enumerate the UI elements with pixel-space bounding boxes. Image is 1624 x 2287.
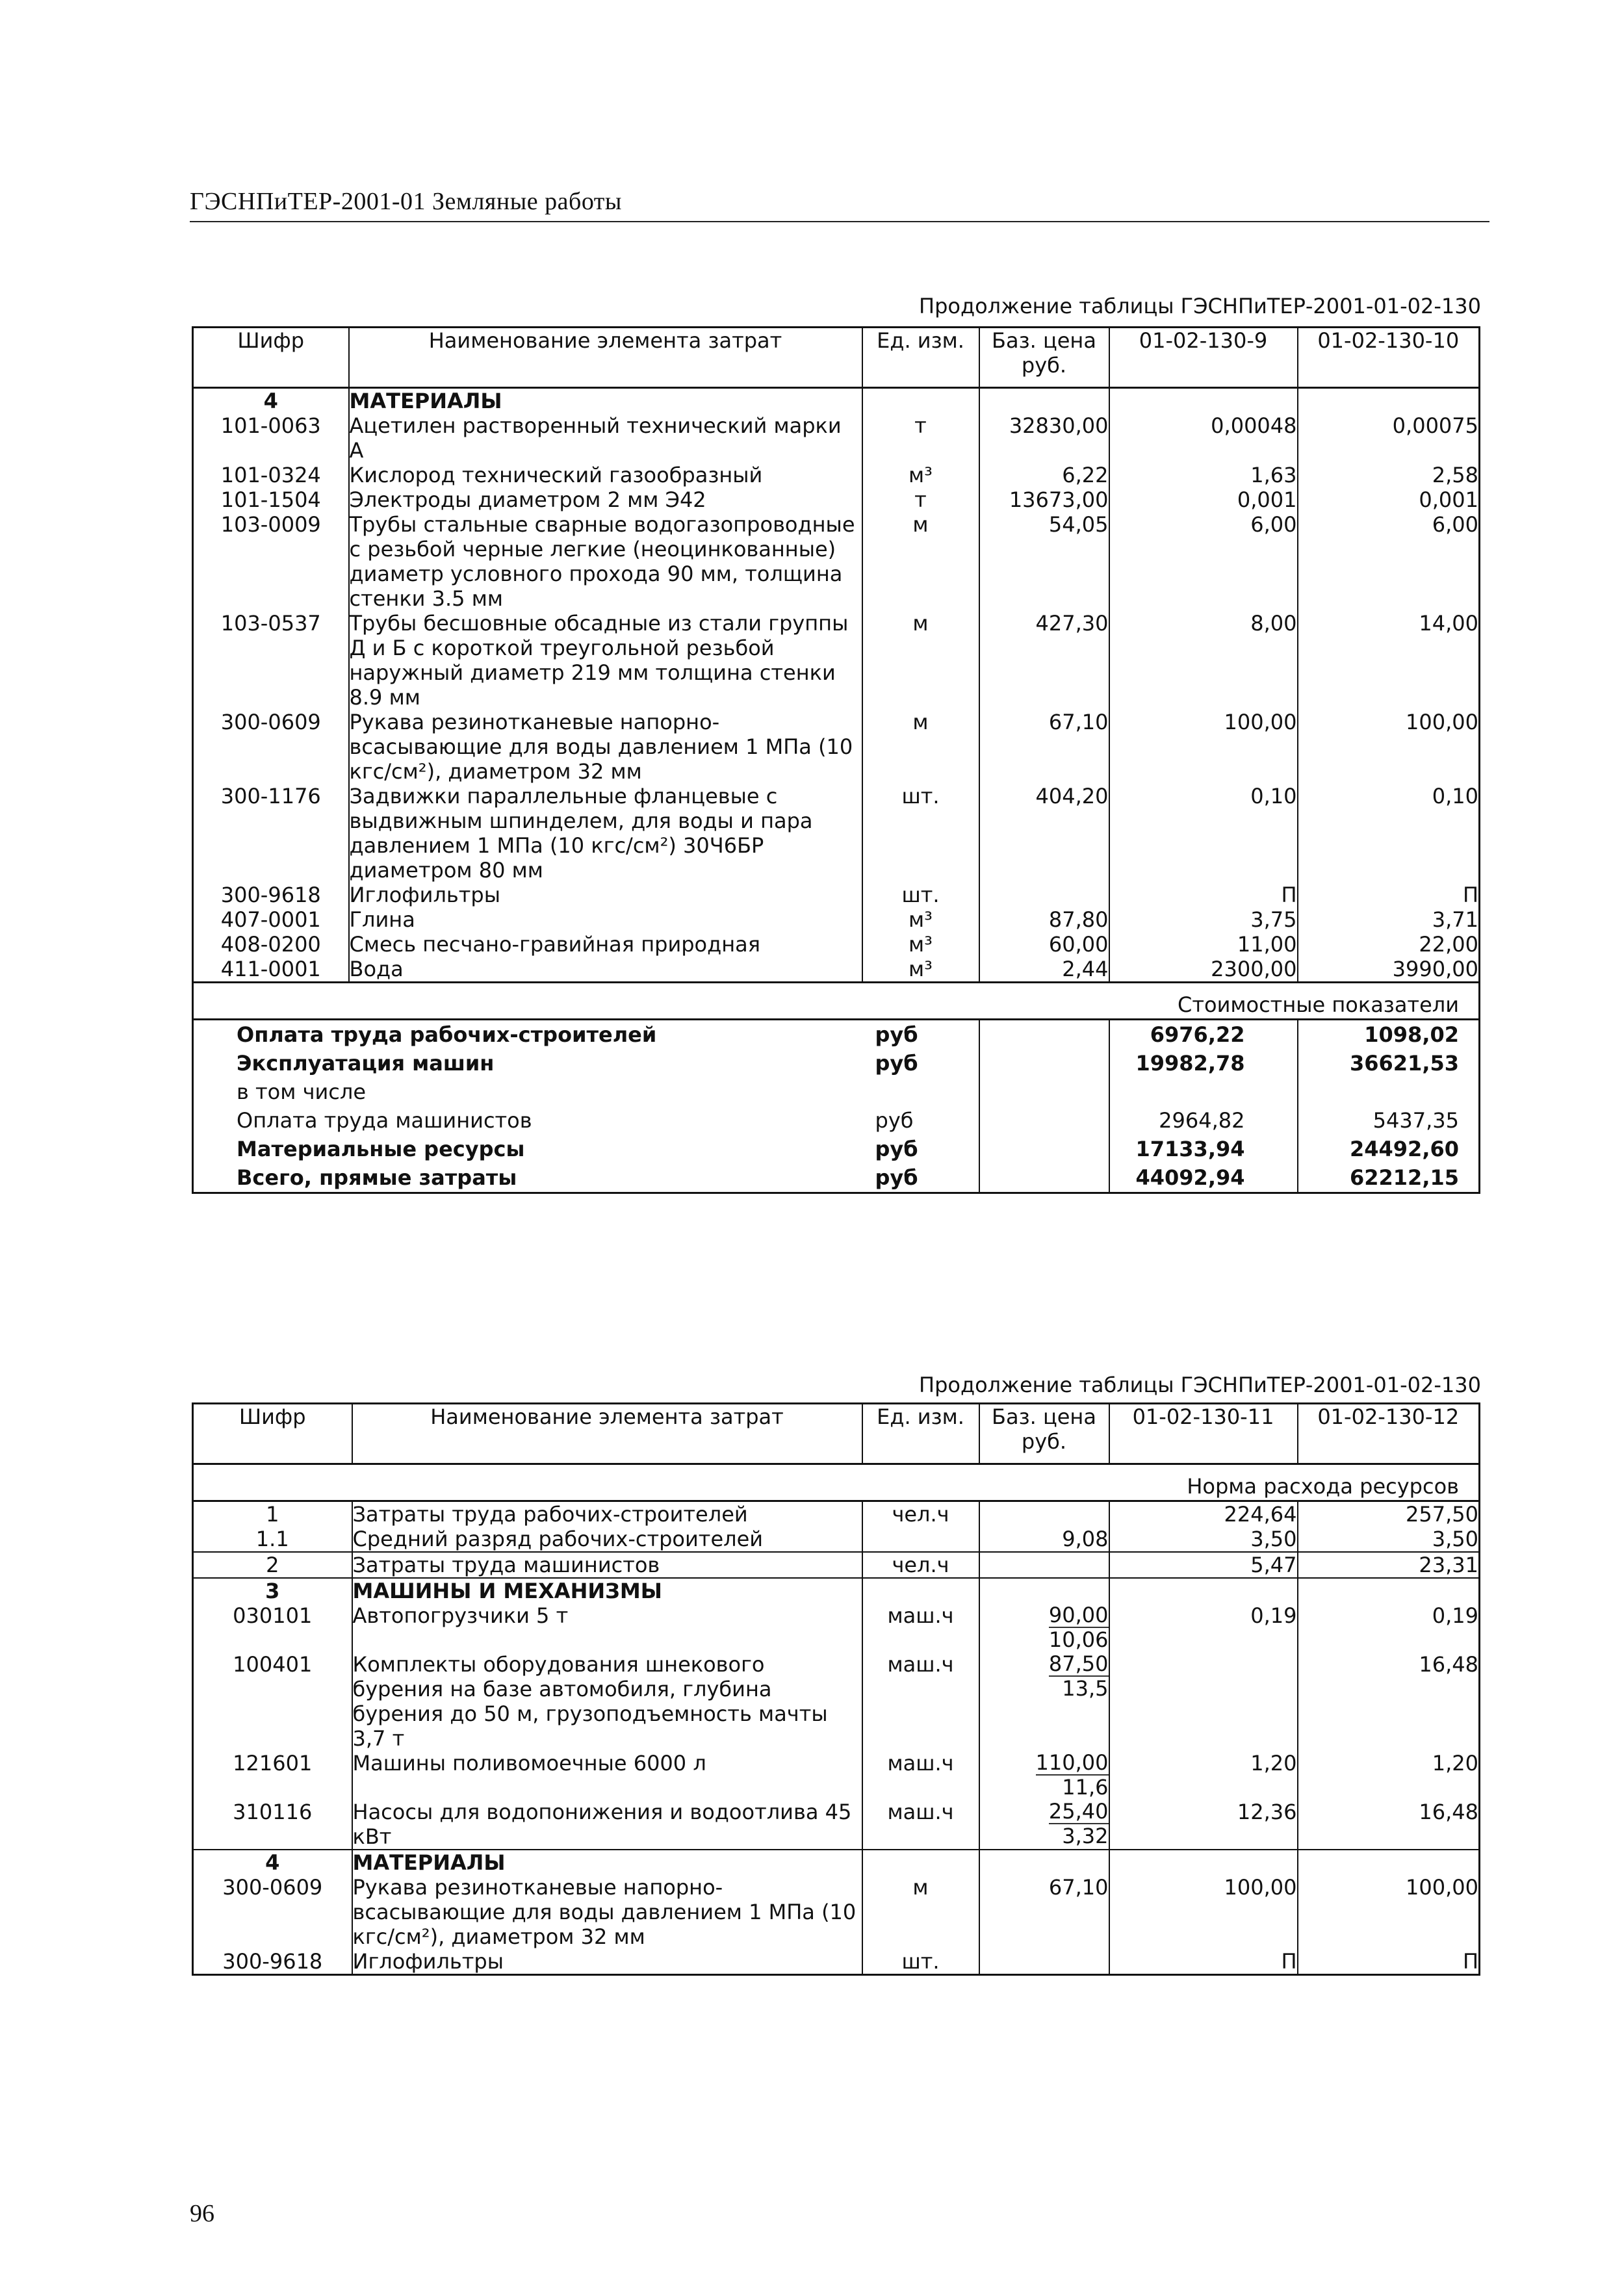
section-blank — [1298, 1850, 1480, 1875]
resource-base-price: 6,22 — [979, 463, 1109, 487]
resource-value-col2: 0,001 — [1298, 487, 1480, 512]
cost-indicator-col2 — [1298, 1078, 1480, 1106]
resource-code: 300-0609 — [193, 710, 349, 784]
resource-name: Затраты труда машинистов — [352, 1552, 862, 1578]
cost-indicator-label: Эксплуатация машин — [193, 1049, 862, 1078]
cost-indicator-col1: 19982,78 — [1109, 1049, 1298, 1078]
section-title: МАТЕРИАЛЫ — [352, 1850, 862, 1875]
resource-code: 1 — [193, 1501, 352, 1527]
material-row — [193, 957, 1480, 983]
cost-indicator-unit: руб — [875, 1051, 918, 1076]
resource-unit: м³ — [862, 907, 979, 932]
operator-wage: 10,06 — [1048, 1627, 1109, 1652]
resource-unit: м — [862, 710, 979, 784]
machine-value-col1: 1,20 — [1109, 1751, 1298, 1800]
resource-value-col1: 11,00 — [1109, 932, 1298, 957]
cost-indicator-blank — [979, 1020, 1109, 1050]
cost-indicator-col1 — [1109, 1078, 1298, 1106]
cost-indicator-col1: 17133,94 — [1109, 1135, 1298, 1163]
resource-value-col2: П — [1298, 883, 1480, 907]
resource-unit: шт. — [862, 784, 979, 883]
resource-value-col1: 3,50 — [1109, 1527, 1298, 1552]
resource-unit: т — [862, 413, 979, 463]
table2-resource-table — [192, 1402, 1480, 1976]
cost-indicator-col2: 5437,35 — [1298, 1106, 1480, 1135]
resource-code: 103-0009 — [193, 512, 349, 611]
page-number: 96 — [190, 2200, 214, 2227]
resource-base-price — [979, 1552, 1109, 1578]
material-row — [193, 883, 1480, 907]
resource-name: Вода — [349, 957, 862, 983]
norm-title-row — [193, 1464, 1480, 1501]
resource-base-price: 60,00 — [979, 932, 1109, 957]
resource-value-col1: 3,75 — [1109, 907, 1298, 932]
price-fraction — [1049, 1800, 1109, 1848]
resource-code: 408-0200 — [193, 932, 349, 957]
price-fraction — [1049, 1603, 1109, 1651]
machine-price: 87,50 — [1048, 1651, 1109, 1676]
resource-code: 103-0537 — [193, 611, 349, 710]
resource-unit: м³ — [862, 957, 979, 983]
cost-indicator-unit: руб — [875, 1022, 918, 1047]
section-blank — [979, 1850, 1109, 1875]
table1-resource-table — [192, 326, 1480, 1194]
header-col2: 01-02-130-10 — [1298, 328, 1480, 388]
resource-name: Затраты труда рабочих-строителей — [352, 1501, 862, 1527]
resource-name: Средний разряд рабочих-строителей — [352, 1527, 862, 1552]
resource-code: 101-0324 — [193, 463, 349, 487]
resource-value-col1: 100,00 — [1109, 1875, 1298, 1949]
resource-unit: чел.ч — [862, 1552, 979, 1578]
resource-value-col1: 8,00 — [1109, 611, 1298, 710]
resource-value-col2: 257,50 — [1298, 1501, 1480, 1527]
section-row — [193, 388, 1480, 414]
resource-base-price: 427,30 — [979, 611, 1109, 710]
machine-price-fraction — [979, 1751, 1109, 1800]
section-blank — [1109, 1578, 1298, 1603]
machine-value-col2: 1,20 — [1298, 1751, 1480, 1800]
norm-title: Норма расхода ресурсов — [193, 1464, 1480, 1501]
header-code: Шифр — [193, 328, 349, 388]
resource-code: 101-0063 — [193, 413, 349, 463]
section-title: МАТЕРИАЛЫ — [349, 388, 862, 414]
resource-unit: м — [862, 512, 979, 611]
resource-unit: м — [862, 1875, 979, 1949]
resource-code: 407-0001 — [193, 907, 349, 932]
resource-base-price: 32830,00 — [979, 413, 1109, 463]
cost-indicator-unit — [862, 1078, 979, 1106]
cost-indicator-blank — [979, 1078, 1109, 1106]
resource-code: 300-0609 — [193, 1875, 352, 1949]
machine-code: 030101 — [193, 1603, 352, 1652]
material-row — [193, 932, 1480, 957]
resource-unit: т — [862, 487, 979, 512]
resource-value-col2: 0,00075 — [1298, 413, 1480, 463]
section-title: МАШИНЫ И МЕХАНИЗМЫ — [352, 1578, 862, 1603]
material-row — [193, 611, 1480, 710]
cost-indicator-blank — [979, 1106, 1109, 1135]
machines-section-row — [193, 1578, 1480, 1603]
resource-base-price — [979, 1501, 1109, 1527]
table2-continuation-caption: Продолжение таблицы ГЭСНПиТЕР-2001-01-02-130 — [919, 1373, 1481, 1397]
machine-value-col2: 0,19 — [1298, 1603, 1480, 1652]
cost-indicator-row — [193, 1078, 1480, 1106]
material-row — [193, 1875, 1480, 1949]
resource-value-col1: 5,47 — [1109, 1552, 1298, 1578]
table1-continuation-caption: Продолжение таблицы ГЭСНПиТЕР-2001-01-02-130 — [919, 294, 1481, 318]
resource-value-col1: 2300,00 — [1109, 957, 1298, 983]
resource-name: Трубы стальные сварные водогазопроводные с резьбой черные легкие (неоцинкованные) диаметр условного прохода 90 мм, толщина стенки 3.5 мм — [349, 512, 862, 611]
resource-code: 1.1 — [193, 1527, 352, 1552]
resource-value-col2: 3990,00 — [1298, 957, 1480, 983]
resource-name: Кислород технический газообразный — [349, 463, 862, 487]
resource-base-price: 13673,00 — [979, 487, 1109, 512]
resource-value-col1: 1,63 — [1109, 463, 1298, 487]
resource-value-col1: 100,00 — [1109, 710, 1298, 784]
resource-base-price: 2,44 — [979, 957, 1109, 983]
material-row — [193, 463, 1480, 487]
machine-row — [193, 1652, 1480, 1751]
cost-indicator-label: Всего, прямые затраты — [193, 1163, 862, 1193]
resource-value-col2: 100,00 — [1298, 710, 1480, 784]
operator-wage: 13,5 — [1062, 1676, 1109, 1701]
machine-unit: маш.ч — [862, 1800, 979, 1850]
resource-unit — [862, 1527, 979, 1552]
operator-wage: 11,6 — [1062, 1775, 1109, 1800]
cost-indicator-row — [193, 1106, 1480, 1135]
cost-indicator-blank — [979, 1049, 1109, 1078]
section-code: 4 — [193, 388, 349, 414]
machine-unit: маш.ч — [862, 1603, 979, 1652]
machine-value-col1: 0,19 — [1109, 1603, 1298, 1652]
resource-value-col2: 22,00 — [1298, 932, 1480, 957]
cost-indicator-label: Оплата труда рабочих-строителей — [193, 1020, 862, 1050]
machine-code: 100401 — [193, 1652, 352, 1751]
material-row — [193, 710, 1480, 784]
cost-indicator-col2: 1098,02 — [1298, 1020, 1480, 1050]
resource-base-price: 404,20 — [979, 784, 1109, 883]
header-code: Шифр — [193, 1404, 352, 1464]
header-unit: Ед. изм. — [862, 328, 979, 388]
table2-header-row — [193, 1404, 1480, 1464]
resource-unit: шт. — [862, 1949, 979, 1975]
cost-indicator-unit: руб — [862, 1163, 979, 1193]
resource-code: 300-9618 — [193, 1949, 352, 1975]
resource-value-col2: 14,00 — [1298, 611, 1480, 710]
machine-unit: маш.ч — [862, 1751, 979, 1800]
resource-base-price: 67,10 — [979, 710, 1109, 784]
resource-value-col2: 3,71 — [1298, 907, 1480, 932]
material-row — [193, 784, 1480, 883]
resource-name: Рукава резинотканевые напорно-всасывающие для воды давлением 1 МПа (10 кгс/см²), диаметром 32 мм — [352, 1875, 862, 1949]
cost-indicator-label: Материальные ресурсы — [193, 1135, 862, 1163]
cost-indicator-col1: 2964,82 — [1109, 1106, 1298, 1135]
section-blank — [862, 1850, 979, 1875]
resource-base-price: 9,08 — [979, 1527, 1109, 1552]
labor-row — [193, 1527, 1480, 1552]
resource-name: Трубы бесшовные обсадные из стали группы Д и Б с короткой треугольной резьбой наружный диаметр 219 мм толщина стенки 8.9 мм — [349, 611, 862, 710]
resource-name: Иглофильтры — [352, 1949, 862, 1975]
resource-value-col1: П — [1109, 883, 1298, 907]
cost-indicator-col2: 36621,53 — [1298, 1049, 1480, 1078]
machine-row — [193, 1751, 1480, 1800]
resource-value-col2: 100,00 — [1298, 1875, 1480, 1949]
resource-code: 300-9618 — [193, 883, 349, 907]
resource-value-col1: 0,001 — [1109, 487, 1298, 512]
cost-indicator-row — [193, 1163, 1480, 1193]
header-unit: Ед. изм. — [862, 1404, 979, 1464]
machine-value-col1: 12,36 — [1109, 1800, 1298, 1850]
section-code: 3 — [193, 1578, 352, 1603]
resource-value-col2: П — [1298, 1949, 1480, 1975]
header-col2: 01-02-130-12 — [1298, 1404, 1480, 1464]
machine-code: 121601 — [193, 1751, 352, 1800]
resource-base-price: 67,10 — [979, 1875, 1109, 1949]
header-rule — [190, 221, 1489, 222]
header-name: Наименование элемента затрат — [349, 328, 862, 388]
resource-value-col2: 6,00 — [1298, 512, 1480, 611]
resource-name: Электроды диаметром 2 мм Э42 — [349, 487, 862, 512]
machine-row — [193, 1603, 1480, 1652]
resource-unit: чел.ч — [862, 1501, 979, 1527]
section-blank — [979, 1578, 1109, 1603]
resource-value-col1: 0,10 — [1109, 784, 1298, 883]
cost-indicator-label: в том числе — [193, 1078, 862, 1106]
resource-value-col2: 0,10 — [1298, 784, 1480, 883]
machine-price: 110,00 — [1035, 1750, 1109, 1775]
machine-value-col2: 16,48 — [1298, 1652, 1480, 1751]
material-row — [193, 413, 1480, 463]
resource-value-col1: 0,00048 — [1109, 413, 1298, 463]
price-fraction — [1036, 1751, 1109, 1799]
resource-unit: м³ — [862, 932, 979, 957]
section-code: 4 — [193, 1850, 352, 1875]
materials-section-row — [193, 1850, 1480, 1875]
machine-name: Насосы для водопонижения и водоотлива 45 кВт — [352, 1800, 862, 1850]
machine-name: Комплекты оборудования шнекового бурения на базе автомобиля, глубина бурения до 50 м, грузоподъемность мачты 3,7 т — [352, 1652, 862, 1751]
cost-indicator-col1: 44092,94 — [1109, 1163, 1298, 1193]
cost-indicator-unit: руб — [875, 1108, 914, 1133]
machine-code: 310116 — [193, 1800, 352, 1850]
running-head: ГЭСНПиТЕР-2001-01 Земляные работы — [190, 188, 622, 215]
cost-indicator-label: Оплата труда машинистов — [193, 1106, 862, 1135]
machine-price-fraction — [979, 1800, 1109, 1850]
resource-value-col2: 2,58 — [1298, 463, 1480, 487]
resource-code: 2 — [193, 1552, 352, 1578]
price-fraction — [1049, 1652, 1109, 1700]
operators-row — [193, 1552, 1480, 1578]
cost-indicator-col2: 62212,15 — [1298, 1163, 1480, 1193]
machine-price-fraction — [979, 1603, 1109, 1652]
operator-wage: 3,32 — [1062, 1824, 1109, 1848]
section-blank — [862, 1578, 979, 1603]
material-row — [193, 512, 1480, 611]
cost-indicator-row — [193, 1020, 1480, 1050]
machine-name: Машины поливомоечные 6000 л — [352, 1751, 862, 1800]
resource-code: 300-1176 — [193, 784, 349, 883]
labor-row — [193, 1501, 1480, 1527]
resource-unit: шт. — [862, 883, 979, 907]
cost-indicator-blank — [979, 1135, 1109, 1163]
machine-price: 90,00 — [1048, 1603, 1109, 1627]
resource-name: Иглофильтры — [349, 883, 862, 907]
resource-name: Рукава резинотканевые напорно-всасывающие для воды давлением 1 МПа (10 кгс/см²), диаметром 32 мм — [349, 710, 862, 784]
resource-name: Ацетилен растворенный технический марки А — [349, 413, 862, 463]
machine-price-fraction — [979, 1652, 1109, 1751]
header-col1: 01-02-130-11 — [1109, 1404, 1298, 1464]
machine-name: Автопогрузчики 5 т — [352, 1603, 862, 1652]
cost-indicator-row — [193, 1049, 1480, 1078]
resource-value-col1: П — [1109, 1949, 1298, 1975]
machine-price: 25,40 — [1048, 1799, 1109, 1824]
machine-value-col2: 16,48 — [1298, 1800, 1480, 1850]
resource-base-price — [979, 883, 1109, 907]
totals-title-row — [193, 983, 1480, 1020]
cost-indicator-col2: 24492,60 — [1298, 1135, 1480, 1163]
machine-value-col1 — [1109, 1652, 1298, 1751]
resource-name: Смесь песчано-гравийная природная — [349, 932, 862, 957]
resource-name: Глина — [349, 907, 862, 932]
machine-row — [193, 1800, 1480, 1850]
section-blank — [1298, 1578, 1480, 1603]
resource-name: Задвижки параллельные фланцевые с выдвижным шпинделем, для воды и пара давлением 1 МПа (10 кгс/см²) 30Ч6БР диаметром 80 мм — [349, 784, 862, 883]
resource-value-col1: 224,64 — [1109, 1501, 1298, 1527]
header-price: Баз. цена руб. — [979, 1404, 1109, 1464]
cost-indicator-unit: руб — [875, 1137, 918, 1161]
resource-value-col2: 23,31 — [1298, 1552, 1480, 1578]
resource-code: 411-0001 — [193, 957, 349, 983]
resource-unit: м³ — [862, 463, 979, 487]
section-blank — [1109, 1850, 1298, 1875]
header-name: Наименование элемента затрат — [352, 1404, 862, 1464]
resource-base-price — [979, 1949, 1109, 1975]
resource-base-price: 54,05 — [979, 512, 1109, 611]
cost-indicator-blank — [979, 1163, 1109, 1193]
table1-header-row — [193, 328, 1480, 388]
material-row — [193, 1949, 1480, 1975]
resource-value-col1: 6,00 — [1109, 512, 1298, 611]
resource-value-col2: 3,50 — [1298, 1527, 1480, 1552]
resource-base-price: 87,80 — [979, 907, 1109, 932]
resource-code: 101-1504 — [193, 487, 349, 512]
cost-indicator-col1: 6976,22 — [1109, 1020, 1298, 1050]
cost-indicator-row — [193, 1135, 1480, 1163]
material-row — [193, 487, 1480, 512]
header-col1: 01-02-130-9 — [1109, 328, 1298, 388]
resource-unit: м — [862, 611, 979, 710]
material-row — [193, 907, 1480, 932]
header-price: Баз. цена руб. — [979, 328, 1109, 388]
totals-title: Стоимостные показатели — [193, 983, 1480, 1020]
machine-unit: маш.ч — [862, 1652, 979, 1751]
